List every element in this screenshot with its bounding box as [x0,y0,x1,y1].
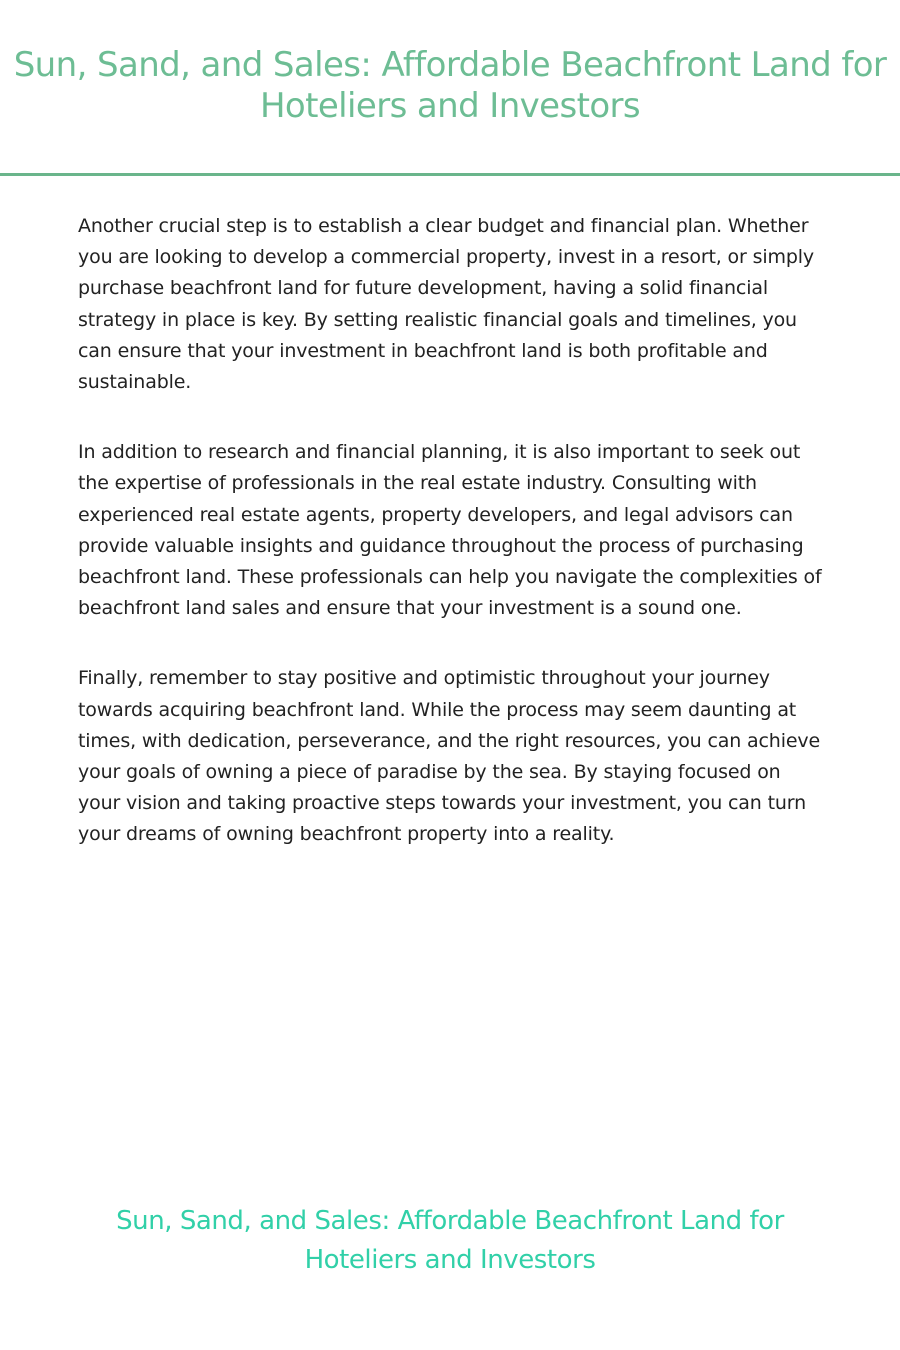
page-header [0,0,900,176]
article-body [78,211,822,890]
paragraph-stay-positive: Finally, remember to stay positive and optimistic throughout your journey towards acquiring beachfront land. While the process may seem daunting at times, with dedication, perseverance, and the right resources, you can achieve your goals of owning a piece of paradise by the sea. By staying focused on your vision and taking proactive steps towards your investment, you can turn your dreams of owning beachfront property into a reality. [78,667,821,846]
page-title: Sun, Sand, and Sales: Affordable Beachfront Land for Hoteliers and Investors [13,45,887,126]
footer-title: Sun, Sand, and Sales: Affordable Beachfront Land for Hoteliers and Investors [116,1206,784,1275]
paragraph-budget-planning: Another crucial step is to establish a clear budget and financial plan. Whether you are looking to develop a commercial property, invest in a resort, or simply purchase beachfront land for future development, having a solid financial strategy in place is key. By setting realistic financial goals and timelines, you can ensure that your investment in beachfront land is both profitable and sustainable. [78,215,814,394]
paragraph-professional-expertise: In addition to research and financial planning, it is also important to seek out the expertise of professionals in the real estate industry. Consulting with experienced real estate agents, property developers, and legal advisors can provide valuable insights and guidance throughout the process of purchasing beachfront land. These professionals can help you navigate the complexities of beachfront land sales and ensure that your investment is a sound one. [78,441,822,620]
